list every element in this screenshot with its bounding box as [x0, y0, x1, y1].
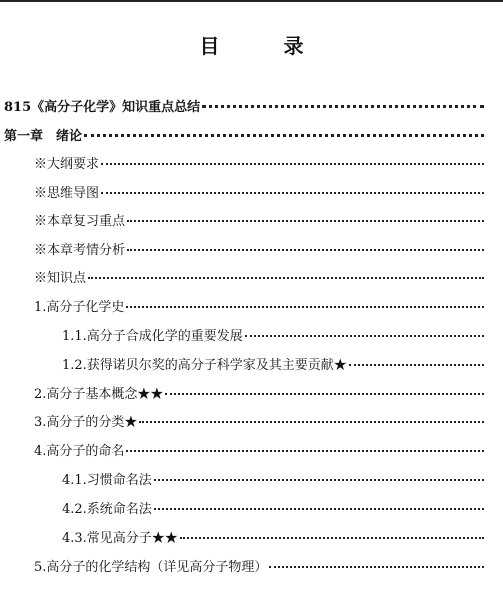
toc-entry-text: 1.高分子化学史: [34, 300, 125, 315]
toc-leader-dots: [269, 566, 484, 568]
toc-entry-text: 815《高分子化学》知识重点总结: [4, 100, 201, 115]
toc-entry-text: 4.高分子的命名: [34, 444, 125, 459]
toc-entry-section-1-2[interactable]: [62, 356, 484, 376]
top-border-line: [0, 0, 503, 2]
toc-leader-dots: [126, 450, 484, 452]
toc-entry-text: 2.高分子基本概念★★: [34, 387, 164, 402]
toc-entry-section-2[interactable]: [34, 385, 484, 405]
toc-leader-dots: [127, 249, 484, 251]
toc-entry-syllabus[interactable]: [34, 155, 484, 175]
toc-leader-dots: [126, 306, 484, 308]
toc-entry-text: 4.3.常见高分子★★: [62, 531, 178, 546]
toc-entry-section-5[interactable]: [34, 558, 484, 578]
toc-entry-section-4-2[interactable]: [62, 500, 484, 520]
toc-entry-text: 3.高分子的分类★: [34, 415, 138, 430]
toc-leader-dots: [165, 393, 484, 395]
toc-entry-section-1-1[interactable]: [62, 327, 484, 347]
toc-entry-review-points[interactable]: [34, 212, 484, 232]
toc-leader-dots: [154, 508, 484, 510]
toc-leader-dots: [101, 163, 484, 165]
toc-entry-chapter-1[interactable]: [4, 127, 484, 147]
toc-leader-dots: [154, 479, 484, 481]
toc-entry-knowledge-points[interactable]: [34, 269, 484, 289]
toc-leader-dots: [180, 537, 484, 539]
toc-leader-dots: [127, 220, 484, 222]
toc-entry-text: ※本章考情分析: [34, 243, 126, 258]
toc-entry-text: ※本章复习重点: [34, 214, 126, 229]
toc-entry-section-4[interactable]: [34, 442, 484, 462]
toc-entry-text: ※思维导图: [34, 186, 100, 201]
toc-entry-text: 第一章 绪论: [4, 129, 83, 144]
toc-leader-dots: [245, 335, 484, 337]
toc-leader-dots: [101, 192, 484, 194]
toc-leader-dots: [88, 277, 484, 279]
toc-leader-dots: [202, 105, 484, 108]
toc-entry-mind-map[interactable]: [34, 184, 484, 204]
toc-entry-section-4-1[interactable]: [62, 471, 484, 491]
toc-leader-dots: [349, 364, 484, 366]
toc-entry-book-title[interactable]: [4, 98, 484, 118]
toc-entry-text: 1.1.高分子合成化学的重要发展: [62, 329, 243, 344]
toc-entry-section-3[interactable]: [34, 413, 484, 433]
toc-leader-dots: [139, 421, 484, 423]
toc-leader-dots: [84, 134, 484, 137]
toc-entry-text: 4.2.系统命名法: [62, 502, 152, 517]
toc-entry-text: ※知识点: [34, 271, 87, 286]
toc-entry-text: 5.高分子的化学结构（详见高分子物理）: [34, 560, 268, 575]
toc-entry-section-1[interactable]: [34, 298, 484, 318]
toc-entry-text: 4.1.习惯命名法: [62, 473, 152, 488]
toc-entry-text: ※大纲要求: [34, 157, 100, 172]
toc-entry-section-4-3[interactable]: [62, 529, 484, 549]
toc-entry-text: 1.2.获得诺贝尔奖的高分子科学家及其主要贡献★: [62, 358, 347, 373]
page-title: 目 录: [199, 34, 326, 58]
toc-entry-exam-analysis[interactable]: [34, 241, 484, 261]
